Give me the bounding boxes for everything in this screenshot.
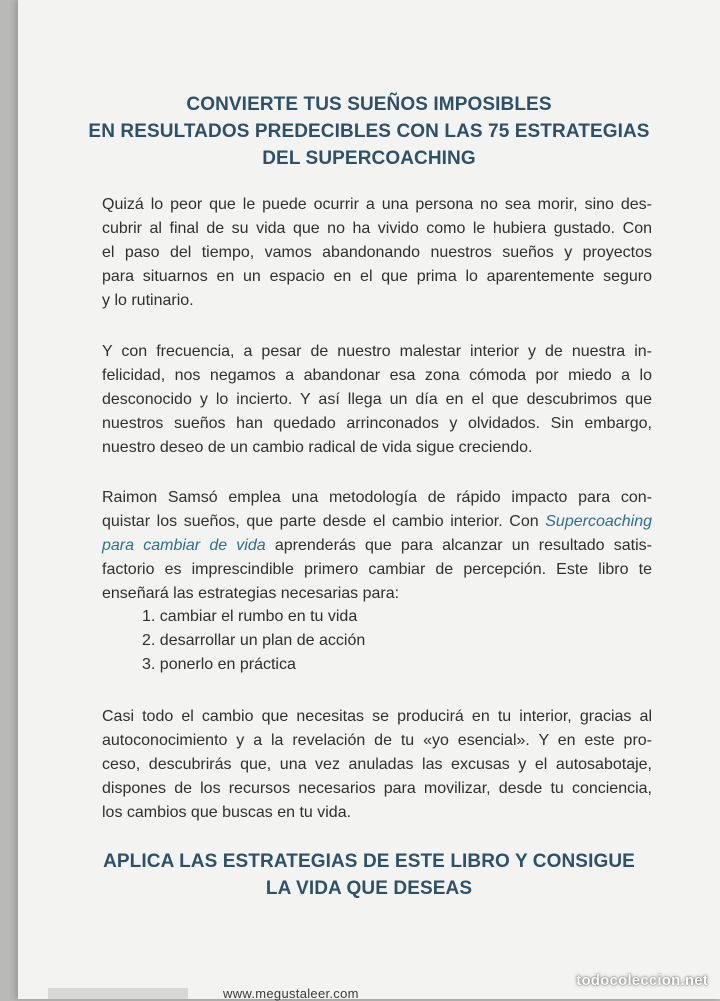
text-line: ceso, descubrirás que, una vez anuladas las excusas y el autosabotaje,: [102, 756, 652, 773]
paragraph-intro: [102, 193, 652, 313]
text-line: el paso del tiempo, vamos abandonando nuestros sueños y proyectos: [102, 244, 652, 261]
text-line: y lo rutinario.: [102, 292, 194, 309]
strategy-list: [142, 605, 622, 677]
text-line: desconocido y lo incierto. Y así llega un día en el que descubrimos que: [102, 391, 652, 408]
text-line: para situarnos en un espacio en el que prima lo aparentemente seguro: [102, 268, 652, 285]
list-item: 1. cambiar el rumbo en tu vida: [142, 608, 358, 625]
text-line: [102, 534, 652, 558]
list-item: 2. desarrollar un plan de acción: [142, 632, 366, 649]
text-line: Raimon Samsó emplea una metodología de rápido impacto para con-: [102, 489, 652, 506]
text-line: factorio es imprescindible primero cambiar de percepción. Este libro te: [102, 561, 652, 578]
back-cover-page: [18, 0, 720, 999]
text-line: Quizá lo peor que le puede ocurrir a una persona no sea morir, sino des-: [102, 196, 652, 213]
watermark-logo: todocoleccion.net: [576, 972, 708, 989]
top-heading-line: EN RESULTADOS PREDECIBLES CON LAS 75 ESTRATEGIAS: [88, 121, 650, 142]
publisher-url: www.megustaleer.com: [223, 986, 359, 1001]
text-line: Casi todo el cambio que necesitas se producirá en tu interior, gracias al: [102, 708, 652, 725]
text-line: nuestros sueños han quedado arrinconados y olvidados. Sin embargo,: [102, 415, 652, 432]
text-line: enseñará las estrategias necesarias para:: [102, 585, 400, 602]
top-heading: [18, 91, 720, 172]
text-line: dispones de los recursos necesarios para movilizar, desde tu conciencia,: [102, 780, 652, 797]
book-title-italic: Supercoaching: [545, 513, 652, 530]
text-segment: quistar los sueños, que parte desde el cambio interior. Con: [102, 513, 546, 530]
text-line: autoconocimiento y a la revelación de tu «yo esencial». Y en este pro-: [102, 732, 652, 749]
text-line: felicidad, nos negamos a abandonar esa zona cómoda por miedo a lo: [102, 367, 652, 384]
bottom-heading-line: APLICA LAS ESTRATEGIAS DE ESTE LIBRO Y CONSIGUE: [103, 851, 635, 872]
bottom-heading: [18, 848, 720, 902]
barcode-strip: [48, 988, 188, 999]
paragraph-inner-change: [102, 705, 652, 825]
text-line: los cambios que buscas en tu vida.: [102, 804, 352, 821]
paragraph-author-method: [102, 486, 652, 606]
top-heading-line: DEL SUPERCOACHING: [262, 148, 476, 169]
text-line: Y con frecuencia, a pesar de nuestro malestar interior y de nuestra in-: [102, 343, 652, 360]
text-line: nuestro deseo de un cambio radical de vida sigue creciendo.: [102, 439, 533, 456]
book-title-italic: para cambiar de vida: [102, 537, 266, 554]
paragraph-comfort-zone: [102, 340, 652, 460]
text-line: [102, 510, 652, 534]
top-heading-line: CONVIERTE TUS SUEÑOS IMPOSIBLES: [186, 94, 552, 115]
list-item: 3. ponerlo en práctica: [142, 656, 296, 673]
text-line: cubrir al final de su vida que no ha vivido como le hubiera gustado. Con: [102, 220, 652, 237]
text-segment: aprenderás que para alcanzar un resultado satis-: [265, 537, 652, 554]
bottom-heading-line: LA VIDA QUE DESEAS: [265, 878, 473, 899]
